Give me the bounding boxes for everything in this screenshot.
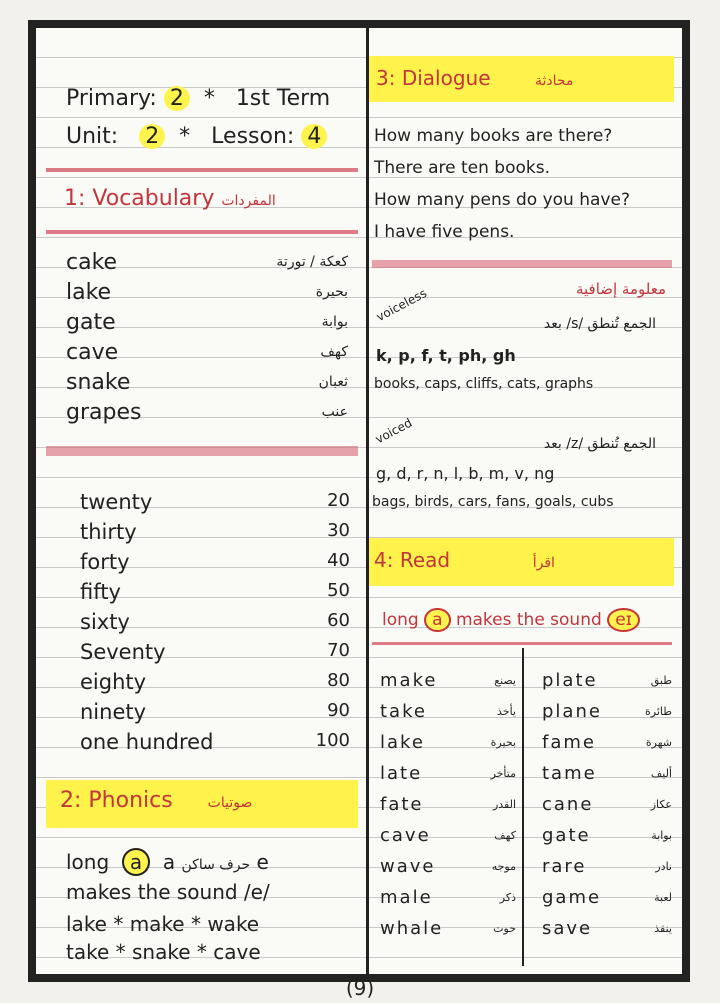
lesson-label: Lesson: — [211, 124, 295, 149]
read-title-en: 4: Read — [374, 548, 451, 572]
unit-line — [66, 124, 327, 149]
read-word: fate — [380, 794, 424, 815]
lesson-value: 4 — [301, 124, 327, 149]
separator-star: * — [196, 86, 229, 111]
read-word: save — [542, 918, 593, 939]
vocab-word: cave — [66, 340, 119, 365]
number-value: 30 — [327, 520, 350, 541]
vocab-word: lake — [66, 280, 112, 305]
vocab-meaning: بوابة — [321, 314, 348, 330]
read-word-meaning: نادر — [655, 860, 672, 873]
read-word: male — [380, 887, 433, 908]
dialogue-title-ar: محادثة — [535, 73, 574, 89]
phonics-a: a — [162, 850, 176, 874]
read-word: late — [380, 763, 423, 784]
number-word: ninety — [80, 700, 147, 724]
read-word: lake — [380, 732, 425, 753]
vocab-meaning: ثعبان — [318, 374, 348, 390]
voiced-label: voiced — [373, 415, 415, 447]
dialogue-line: There are ten books. — [374, 158, 550, 178]
vocabulary-title-en: 1: Vocabulary — [64, 186, 215, 211]
read-word-meaning: عكاز — [650, 798, 672, 811]
number-value: 50 — [327, 580, 350, 601]
term-label: 1st Term — [235, 86, 331, 111]
read-word-meaning: طائرة — [644, 705, 672, 718]
voiceless-label: voiceless — [373, 285, 430, 325]
read-rule-long: long — [382, 610, 419, 630]
vocab-meaning: كهف — [320, 344, 348, 360]
dialogue-title-en: 3: Dialogue — [376, 66, 491, 90]
phonics-line-4: take * snake * cave — [66, 940, 261, 964]
number-word: thirty — [80, 520, 137, 544]
number-word: one hundred — [80, 730, 214, 754]
phonics-consonant-ar: حرف ساكن — [181, 857, 251, 873]
read-word: game — [542, 887, 602, 908]
vocab-word: cake — [66, 250, 118, 275]
dialogue-line: I have five pens. — [374, 222, 515, 242]
read-word-meaning: يصنع — [494, 674, 516, 687]
read-title — [374, 548, 555, 572]
notebook-page — [28, 20, 690, 982]
read-word-meaning: أليف — [650, 767, 672, 780]
read-word-meaning: بوابة — [651, 829, 672, 842]
vocab-meaning: بحيرة — [315, 284, 348, 300]
voiceless-rule: الجمع تُنطق /s/ بعد — [543, 316, 656, 332]
read-word: tame — [542, 763, 597, 784]
number-value: 20 — [327, 490, 350, 511]
read-rule-sound: eɪ — [607, 608, 640, 632]
red-divider — [46, 168, 358, 172]
read-word-meaning: ينقذ — [654, 922, 672, 935]
read-column-divider — [522, 648, 524, 966]
read-word-meaning: كهف — [494, 829, 516, 842]
read-word-meaning: القدر — [492, 798, 516, 811]
read-word-meaning: طبق — [650, 674, 672, 687]
phonics-line-2: makes the sound /e/ — [66, 880, 270, 904]
number-value: 60 — [327, 610, 350, 631]
column-divider — [366, 28, 369, 974]
read-word: cave — [380, 825, 431, 846]
voiced-examples: bags, birds, cars, fans, goals, cubs — [372, 494, 614, 510]
number-value: 70 — [327, 640, 350, 661]
dialogue-line: How many books are there? — [374, 126, 613, 146]
vocabulary-title-ar: المفردات — [221, 193, 276, 209]
read-word: cane — [542, 794, 594, 815]
vocab-meaning: كعكة / تورتة — [276, 254, 348, 270]
vocab-word: grapes — [66, 400, 142, 425]
vocab-word: snake — [66, 370, 131, 395]
number-word: eighty — [80, 670, 147, 694]
extra-info-title: معلومة إضافية — [575, 280, 666, 298]
number-value: 100 — [315, 730, 350, 751]
phonics-long: long — [66, 850, 110, 874]
read-word-meaning: ذكر — [499, 891, 516, 904]
read-word: fame — [542, 732, 596, 753]
number-value: 90 — [327, 700, 350, 721]
read-word-meaning: لعبة — [654, 891, 672, 904]
number-word: sixty — [80, 610, 130, 634]
read-word-meaning: متأخر — [490, 767, 516, 780]
phonics-title-en: 2: Phonics — [60, 788, 173, 813]
red-divider — [372, 260, 672, 268]
dialogue-title — [376, 66, 573, 90]
number-value: 80 — [327, 670, 350, 691]
voiceless-letters: k, p, f, t, ph, gh — [376, 346, 516, 365]
read-word: plate — [542, 670, 598, 691]
read-word-meaning: يأخذ — [497, 705, 516, 718]
read-rule-mid: makes the sound — [455, 610, 602, 630]
read-word: take — [380, 701, 427, 722]
red-divider — [372, 642, 672, 645]
primary-line — [66, 86, 330, 111]
read-word: wave — [380, 856, 436, 877]
phonics-letter: a — [122, 848, 150, 876]
read-word-meaning: موجه — [491, 860, 516, 873]
phonics-line-3: lake * make * wake — [66, 912, 260, 936]
phonics-line-1 — [66, 850, 269, 874]
red-divider — [46, 446, 358, 456]
read-rule — [382, 610, 640, 630]
voiceless-examples: books, caps, cliffs, cats, graphs — [374, 376, 594, 392]
number-word: forty — [80, 550, 130, 574]
separator-star: * — [172, 124, 205, 149]
read-word-meaning: حوت — [493, 922, 516, 935]
read-word: plane — [542, 701, 602, 722]
vocabulary-title — [64, 186, 276, 211]
number-value: 40 — [327, 550, 350, 571]
phonics-e: e — [256, 850, 269, 874]
phonics-title — [60, 788, 252, 813]
read-rule-letter: a — [424, 608, 450, 632]
number-word: fifty — [80, 580, 121, 604]
read-word: make — [380, 670, 438, 691]
number-word: twenty — [80, 490, 153, 514]
dialogue-line: How many pens do you have? — [374, 190, 630, 210]
voiced-letters: g, d, r, n, l, b, m, v, ng — [376, 464, 555, 483]
red-divider — [46, 230, 358, 234]
page-number: (9) — [345, 976, 375, 1000]
vocab-meaning: عنب — [321, 404, 348, 420]
primary-label: Primary: — [66, 86, 157, 111]
read-title-ar: اقرأ — [532, 555, 555, 571]
voiced-rule: الجمع تُنطق /z/ بعد — [543, 436, 656, 452]
unit-label: Unit: — [66, 124, 119, 149]
primary-value: 2 — [164, 86, 190, 111]
unit-value: 2 — [139, 124, 165, 149]
read-word: whale — [380, 918, 444, 939]
vocab-word: gate — [66, 310, 116, 335]
phonics-title-ar: صوتيات — [207, 795, 253, 811]
read-word-meaning: بحيرة — [490, 736, 516, 749]
read-word: gate — [542, 825, 591, 846]
number-word: Seventy — [80, 640, 166, 664]
read-word: rare — [542, 856, 587, 877]
read-word-meaning: شهرة — [645, 736, 672, 749]
